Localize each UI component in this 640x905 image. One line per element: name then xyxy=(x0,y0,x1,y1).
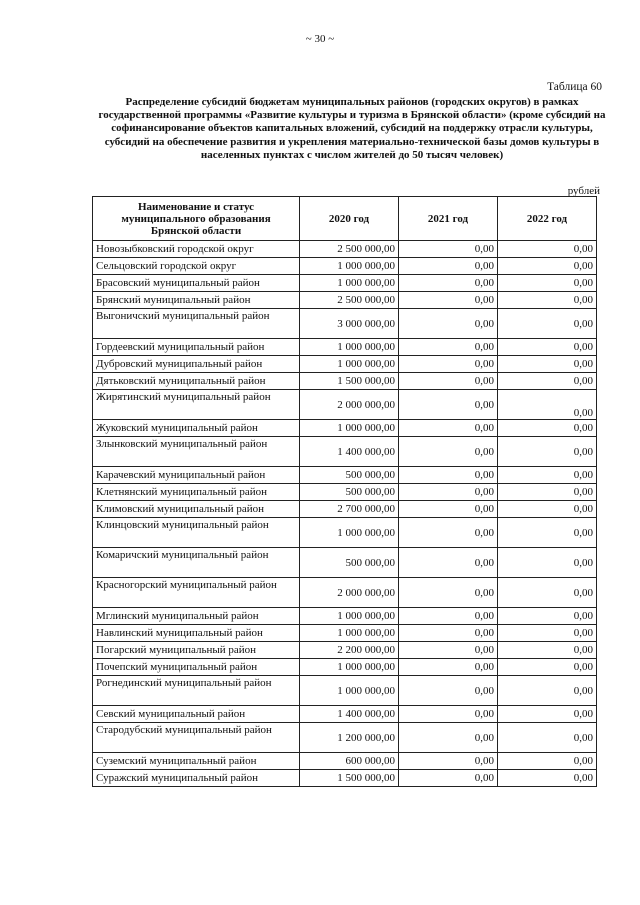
row-2021-cell: 0,00 xyxy=(399,625,498,642)
row-2021-cell: 0,00 xyxy=(399,420,498,437)
row-name-cell: Злынковский муниципальный район xyxy=(93,437,300,467)
row-2022-cell: 0,00 xyxy=(498,770,597,787)
table-row xyxy=(93,770,597,787)
row-name-cell: Красногорский муниципальный район xyxy=(93,578,300,608)
row-2022-cell: 0,00 xyxy=(498,373,597,390)
row-2020-cell: 1 500 000,00 xyxy=(300,373,399,390)
table-row xyxy=(93,292,597,309)
row-2020-cell: 1 500 000,00 xyxy=(300,770,399,787)
row-2020-cell: 1 400 000,00 xyxy=(300,706,399,723)
row-2020-cell: 3 000 000,00 xyxy=(300,309,399,339)
header-name: Наименование и статус муниципального образования Брянской области xyxy=(93,197,300,241)
row-name-cell: Погарский муниципальный район xyxy=(93,642,300,659)
row-2021-cell: 0,00 xyxy=(399,753,498,770)
page-number: ~ 30 ~ xyxy=(305,33,335,45)
row-2020-cell: 2 000 000,00 xyxy=(300,578,399,608)
row-2020-cell: 1 000 000,00 xyxy=(300,356,399,373)
row-name-cell: Дубровский муниципальный район xyxy=(93,356,300,373)
row-2021-cell: 0,00 xyxy=(399,356,498,373)
row-2020-cell: 600 000,00 xyxy=(300,753,399,770)
document-title: Распределение субсидий бюджетам муниципальных районов (городских округов) в рамках государственной программы «Развитие культуры и туризма в Брянской области» (кроме субсидий на софинансирование объектов капитальных вложений, субсидий на поддержку отрасли культуры, субсидий на обеспечение развития и укрепления материально-технической базы домов культуры в населенных пунктах с числом жителей до 50 тысяч человек) xyxy=(98,96,606,161)
row-2021-cell: 0,00 xyxy=(399,706,498,723)
row-2021-cell: 0,00 xyxy=(399,437,498,467)
row-name-cell: Навлинский муниципальный район xyxy=(93,625,300,642)
row-name-cell: Климовский муниципальный район xyxy=(93,501,300,518)
row-2022-cell: 0,00 xyxy=(498,292,597,309)
row-name-cell: Карачевский муниципальный район xyxy=(93,467,300,484)
row-2022-cell: 0,00 xyxy=(498,501,597,518)
table-row xyxy=(93,356,597,373)
table-row xyxy=(93,241,597,258)
table-row xyxy=(93,608,597,625)
table-row xyxy=(93,420,597,437)
row-name-cell: Рогнединский муниципальный район xyxy=(93,676,300,706)
table-row xyxy=(93,501,597,518)
table-row xyxy=(93,659,597,676)
row-2020-cell: 1 000 000,00 xyxy=(300,518,399,548)
header-2022: 2022 год xyxy=(498,197,597,241)
row-2020-cell: 500 000,00 xyxy=(300,548,399,578)
row-name-cell: Клинцовский муниципальный район xyxy=(93,518,300,548)
row-2022-cell: 0,00 xyxy=(498,484,597,501)
table-row xyxy=(93,258,597,275)
row-2020-cell: 1 000 000,00 xyxy=(300,339,399,356)
row-2022-cell: 0,00 xyxy=(498,706,597,723)
row-name-cell: Клетнянский муниципальный район xyxy=(93,484,300,501)
row-2021-cell: 0,00 xyxy=(399,275,498,292)
row-name-cell: Сельцовский городской округ xyxy=(93,258,300,275)
row-2022-cell: 0,00 xyxy=(498,309,597,339)
header-2020: 2020 год xyxy=(300,197,399,241)
row-2020-cell: 2 700 000,00 xyxy=(300,501,399,518)
table-row xyxy=(93,642,597,659)
row-2022-cell: 0,00 xyxy=(498,339,597,356)
row-2020-cell: 1 000 000,00 xyxy=(300,608,399,625)
row-2021-cell: 0,00 xyxy=(399,723,498,753)
row-name-cell: Комаричский муниципальный район xyxy=(93,548,300,578)
row-2022-cell: 0,00 xyxy=(498,258,597,275)
table-row xyxy=(93,390,597,420)
row-2020-cell: 500 000,00 xyxy=(300,467,399,484)
row-2020-cell: 1 000 000,00 xyxy=(300,258,399,275)
row-2020-cell: 2 500 000,00 xyxy=(300,241,399,258)
row-2020-cell: 2 000 000,00 xyxy=(300,390,399,420)
row-2021-cell: 0,00 xyxy=(399,241,498,258)
row-2020-cell: 1 200 000,00 xyxy=(300,723,399,753)
row-2022-cell: 0,00 xyxy=(498,356,597,373)
row-name-cell: Гордеевский муниципальный район xyxy=(93,339,300,356)
row-2022-cell: 0,00 xyxy=(498,625,597,642)
row-2021-cell: 0,00 xyxy=(399,548,498,578)
table-label: Таблица 60 xyxy=(547,81,602,93)
row-2022-cell: 0,00 xyxy=(498,518,597,548)
table-row xyxy=(93,625,597,642)
row-2022-cell: 0,00 xyxy=(498,275,597,292)
row-2021-cell: 0,00 xyxy=(399,390,498,420)
row-2020-cell: 1 000 000,00 xyxy=(300,275,399,292)
table-body xyxy=(93,241,597,787)
table-row xyxy=(93,484,597,501)
table-row xyxy=(93,309,597,339)
table-row xyxy=(93,723,597,753)
row-2021-cell: 0,00 xyxy=(399,676,498,706)
row-2022-cell: 0,00 xyxy=(498,659,597,676)
row-2022-cell: 0,00 xyxy=(498,241,597,258)
table-row xyxy=(93,275,597,292)
row-2020-cell: 1 000 000,00 xyxy=(300,420,399,437)
row-name-cell: Суражский муниципальный район xyxy=(93,770,300,787)
row-2021-cell: 0,00 xyxy=(399,578,498,608)
row-name-cell: Жирятинский муниципальный район xyxy=(93,390,300,420)
row-name-cell: Стародубский муниципальный район xyxy=(93,723,300,753)
row-2022-cell: 0,00 xyxy=(498,608,597,625)
row-2021-cell: 0,00 xyxy=(399,373,498,390)
row-2022-cell: 0,00 xyxy=(498,390,597,420)
table-row xyxy=(93,339,597,356)
row-2020-cell: 1 000 000,00 xyxy=(300,625,399,642)
row-2022-cell: 0,00 xyxy=(498,723,597,753)
table-row xyxy=(93,373,597,390)
row-2021-cell: 0,00 xyxy=(399,309,498,339)
table-row xyxy=(93,578,597,608)
row-2021-cell: 0,00 xyxy=(399,484,498,501)
row-2021-cell: 0,00 xyxy=(399,292,498,309)
row-2020-cell: 500 000,00 xyxy=(300,484,399,501)
table-row xyxy=(93,706,597,723)
row-2022-cell: 0,00 xyxy=(498,467,597,484)
row-2021-cell: 0,00 xyxy=(399,770,498,787)
header-2021: 2021 год xyxy=(399,197,498,241)
row-name-cell: Брянский муниципальный район xyxy=(93,292,300,309)
row-2022-cell: 0,00 xyxy=(498,548,597,578)
row-2022-cell: 0,00 xyxy=(498,753,597,770)
subsidy-table xyxy=(92,196,597,787)
row-2022-cell: 0,00 xyxy=(498,420,597,437)
row-2020-cell: 1 400 000,00 xyxy=(300,437,399,467)
row-name-cell: Мглинский муниципальный район xyxy=(93,608,300,625)
table-header-row xyxy=(93,197,597,241)
table-row xyxy=(93,467,597,484)
row-2022-cell: 0,00 xyxy=(498,676,597,706)
row-2021-cell: 0,00 xyxy=(399,608,498,625)
row-2021-cell: 0,00 xyxy=(399,518,498,548)
row-name-cell: Севский муниципальный район xyxy=(93,706,300,723)
row-2021-cell: 0,00 xyxy=(399,467,498,484)
row-name-cell: Почепский муниципальный район xyxy=(93,659,300,676)
row-name-cell: Выгоничский муниципальный район xyxy=(93,309,300,339)
row-2022-cell: 0,00 xyxy=(498,437,597,467)
row-name-cell: Суземский муниципальный район xyxy=(93,753,300,770)
row-name-cell: Новозыбковский городской округ xyxy=(93,241,300,258)
row-2022-cell: 0,00 xyxy=(498,642,597,659)
row-2021-cell: 0,00 xyxy=(399,642,498,659)
table-row xyxy=(93,518,597,548)
row-name-cell: Жуковский муниципальный район xyxy=(93,420,300,437)
row-2021-cell: 0,00 xyxy=(399,339,498,356)
table-row xyxy=(93,548,597,578)
row-2021-cell: 0,00 xyxy=(399,501,498,518)
row-2021-cell: 0,00 xyxy=(399,659,498,676)
row-2020-cell: 1 000 000,00 xyxy=(300,676,399,706)
row-2020-cell: 1 000 000,00 xyxy=(300,659,399,676)
table-row xyxy=(93,753,597,770)
units-label: рублей xyxy=(567,185,600,197)
row-2020-cell: 2 500 000,00 xyxy=(300,292,399,309)
row-2020-cell: 2 200 000,00 xyxy=(300,642,399,659)
row-name-cell: Дятьковский муниципальный район xyxy=(93,373,300,390)
row-name-cell: Брасовский муниципальный район xyxy=(93,275,300,292)
row-2021-cell: 0,00 xyxy=(399,258,498,275)
table-row xyxy=(93,676,597,706)
table-row xyxy=(93,437,597,467)
row-2022-cell: 0,00 xyxy=(498,578,597,608)
